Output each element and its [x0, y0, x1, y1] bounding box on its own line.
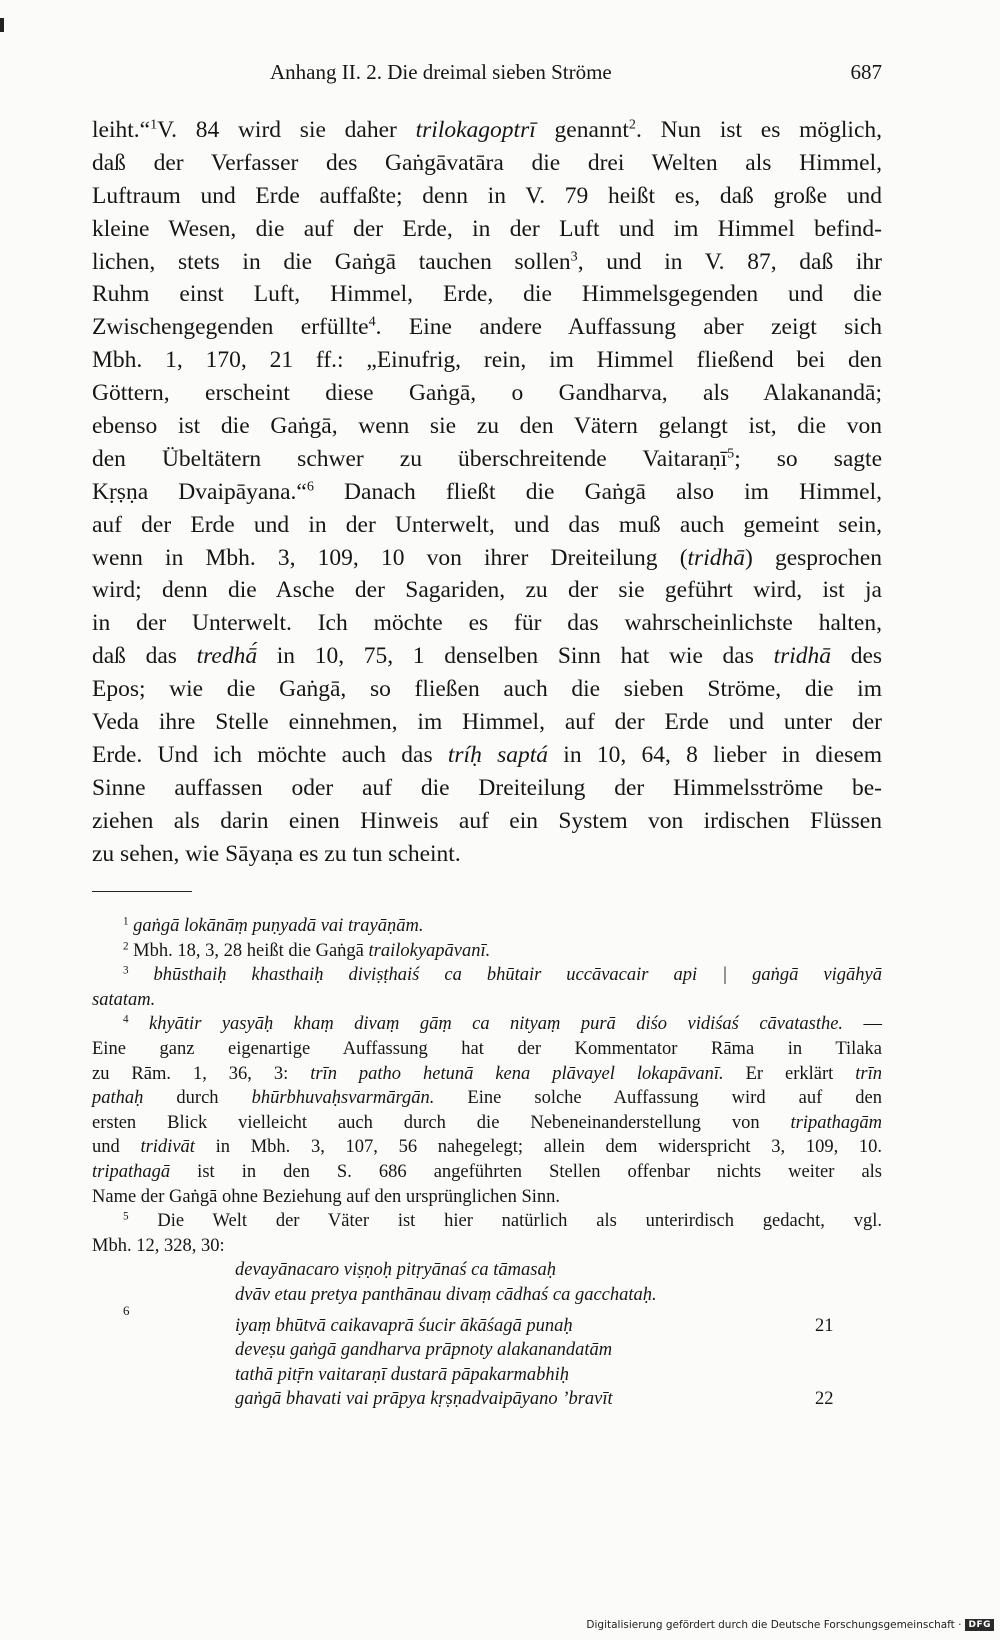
footnote-marker: 3: [570, 248, 578, 265]
text-line: wenn in Mbh. 3, 109, 10 von ihrer Dreiteilung (tridhā) gesprochen: [92, 544, 882, 571]
credit-text: Digitalisierung gefördert durch die Deutsche Forschungsgemeinschaft ·: [586, 1619, 962, 1631]
text-line: daß der Verfasser des Gaṅgāvatāra die drei Welten als Himmel,: [92, 149, 882, 176]
text-line: Luftraum und Erde auffaßte; denn in V. 79 heißt es, daß große und: [92, 182, 882, 209]
page-number: 687: [850, 60, 882, 84]
text-line: Zwischengegenden erfüllte$^4$. Eine andere Auffassung aber zeigt sich: [92, 313, 882, 341]
footnote-rule: [92, 891, 192, 892]
footnote-6: 6 iyaṃ bhūtvā caikavaprā śucir ākāśagā punaḥ 21 deveṣu gaṅgā gandharva prāpnoty alakanandatām tathā pitṝn vaitaraṇī dustarā pāpakarmabhiḥ gaṅgā bhavati vai prāpya kṛṣṇadvaipāyano ’bravīt 22: [92, 1314, 882, 1412]
text-line: wird; denn die Asche der Sagariden, zu der sie geführt wird, ist ja: [92, 577, 882, 604]
text-line: Veda ihre Stelle einnehmen, im Himmel, auf der Erde und unter der: [92, 709, 882, 736]
footnote-marker: 4: [368, 313, 376, 330]
text-line: Ruhm einst Luft, Himmel, Erde, die Himmelsgegenden und die: [92, 281, 882, 308]
footnote-marker: 1: [150, 116, 158, 133]
footnote-3: $^3$ bhūsthaiḥ khasthaiḥ diviṣṭhaiś ca bhūtair uccāvacair api | gaṅgā vigāhyā satatam.: [92, 964, 882, 1010]
text-line: kleine Wesen, die auf der Erde, in der Luft und im Himmel befind-: [92, 215, 882, 242]
footnote-2: $^2$ Mbh. 18, 3, 28 heißt die Gaṅgā trailokyapāvanī.: [123, 939, 491, 961]
verse-number: 22: [815, 1389, 834, 1410]
text-line: Mbh. 1, 170, 21 ff.: „Einufrig, rein, im Himmel fließend bei den: [92, 347, 882, 374]
verse-quote: iyaṃ bhūtvā caikavaprā śucir ākāśagā punaḥ 21 deveṣu gaṅgā gandharva prāpnoty alakanandatām tathā pitṝn vaitaraṇī dustarā pāpakarmabhiḥ gaṅgā bhavati vai prāpya kṛṣṇadvaipāyano ’bravīt 22: [92, 1314, 882, 1412]
footnote-marker: 6: [306, 478, 314, 495]
footnote-marker: 5: [727, 445, 735, 462]
text-line: Göttern, erscheint diese Gaṅgā, o Gandharva, als Alakanandā;: [92, 380, 882, 407]
running-head: [270, 60, 882, 90]
text-line: ziehen als darin einen Hinweis auf ein System von irdischen Flüssen: [92, 807, 882, 834]
text-line: auf der Erde und in der Unterwelt, und das muß auch gemeint sein,: [92, 511, 882, 538]
dfg-logo-icon: DFG: [965, 1619, 994, 1631]
text-line: den Übeltätern schwer zu überschreitende Vaitaraṇī$^5$; so sagte: [92, 445, 882, 472]
main-text: [92, 114, 882, 870]
text-line: Epos; wie die Gaṅgā, so fließen auch die sieben Ströme, die im: [92, 676, 882, 703]
footnote-4: $^4$ khyātir yasyāḥ khaṃ divaṃ gāṃ ca nityaṃ purā diśo vidiśaś cāvatasthe. — Eine ganz eigenartige Auffassung hat der Kommentator Rāma in Tilaka zu Rām. 1, 36, 3: trīn patho hetunā kena plāvayel lokapāvanī. Er erklärt trīn pathaḥ durch bhūrbhuvaḥsvarmārgān. Eine solche Auffassung wird auf den ersten Blick vielleicht auch durch die Nebeneinanderstellung von tripathagām und tridivāt in Mbh. 3, 107, 56 nahegelegt; allein dem widerspricht 3, 109, 10. tripathagā ist in den S. 686 angeführten Stellen offenbar nichts weiter als Name der Gaṅgā ohne Beziehung auf den ursprünglichen Sinn.: [92, 1013, 883, 1207]
text-line: daß das tredhā́ in 10, 75, 1 denselben Sinn hat wie das tridhā des: [92, 643, 883, 670]
text-line: ebenso ist die Gaṅgā, wenn sie zu den Vätern gelangt ist, die von: [92, 413, 882, 440]
digitization-credit: [586, 1616, 994, 1634]
running-head-title: Anhang II. 2. Die dreimal sieben Ströme: [270, 60, 612, 84]
footnote-1: $^1$ gaṅgā lokānāṃ puṇyadā vai trayāṇām.: [123, 915, 424, 936]
footnote-marker: 2: [628, 116, 636, 133]
text-line: leiht.“$^1$V. 84 wird sie daher trilokagoptrī genannt$^2$. Nun ist es möglich,: [92, 116, 883, 143]
text-line: lichen, stets in die Gaṅgā tauchen sollen$^3$, und in V. 87, daß ihr: [92, 248, 882, 275]
text-line: zu sehen, wie Sāyaṇa es zu tun scheint.: [92, 840, 461, 867]
text-line: Sinne auffassen oder auf die Dreiteilung der Himmelsströme be-: [92, 774, 882, 801]
verse-number: 21: [815, 1315, 834, 1336]
text-line: Kṛṣṇa Dvaipāyana.“$^6$ Danach fließt die Gaṅgā also im Himmel,: [92, 478, 883, 505]
text-line: in der Unterwelt. Ich möchte es für das wahrscheinlichste halten,: [92, 610, 882, 637]
scan-edge-mark: [0, 18, 4, 32]
text-line: Erde. Und ich möchte auch das tríḥ saptá in 10, 64, 8 lieber in diesem: [92, 741, 883, 768]
footnotes: [92, 914, 882, 1412]
footnote-5: $^5$ Die Welt der Väter ist hier natürlich als unterirdisch gedacht, vgl. Mbh. 12, 328, 30: devayānacaro viṣṇoḥ pitṛyānaś ca tāmasaḥ dvāv etau pretya panthānau divaṃ cādhaś ca gacchataḥ.: [92, 1209, 882, 1307]
verse-quote: devayānacaro viṣṇoḥ pitṛyānaś ca tāmasaḥ dvāv etau pretya panthānau divaṃ cādhaś ca gacchataḥ.: [235, 1260, 657, 1305]
